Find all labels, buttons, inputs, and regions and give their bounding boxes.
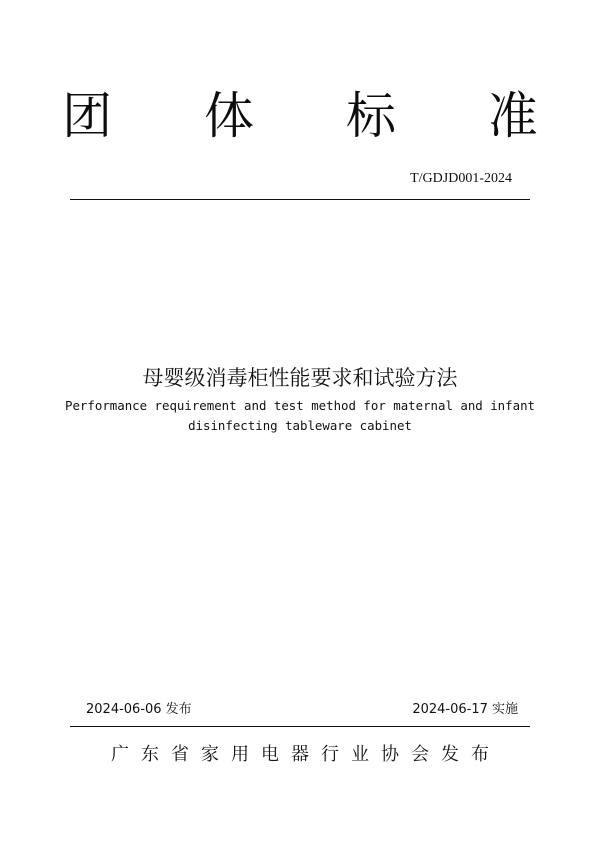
document-title-english [20, 396, 580, 436]
top-divider [70, 199, 530, 200]
publisher-name: 广东省家用电器行业协会发布 [111, 744, 501, 765]
implementation-date: 2024-06-17 实施 [412, 702, 518, 717]
document-title-english-line-1: Performance requirement and test method for maternal and infant [65, 398, 535, 413]
standard-type-heading: 团 体 标 准 [62, 87, 576, 145]
issue-date: 2024-06-06 发布 [86, 702, 192, 717]
document-title-english-line-2: disinfecting tableware cabinet [188, 418, 412, 433]
standard-code: T/GDJD001-2024 [410, 171, 512, 186]
document-title-chinese: 母婴级消毒柜性能要求和试验方法 [142, 366, 458, 390]
bottom-divider [70, 726, 530, 727]
